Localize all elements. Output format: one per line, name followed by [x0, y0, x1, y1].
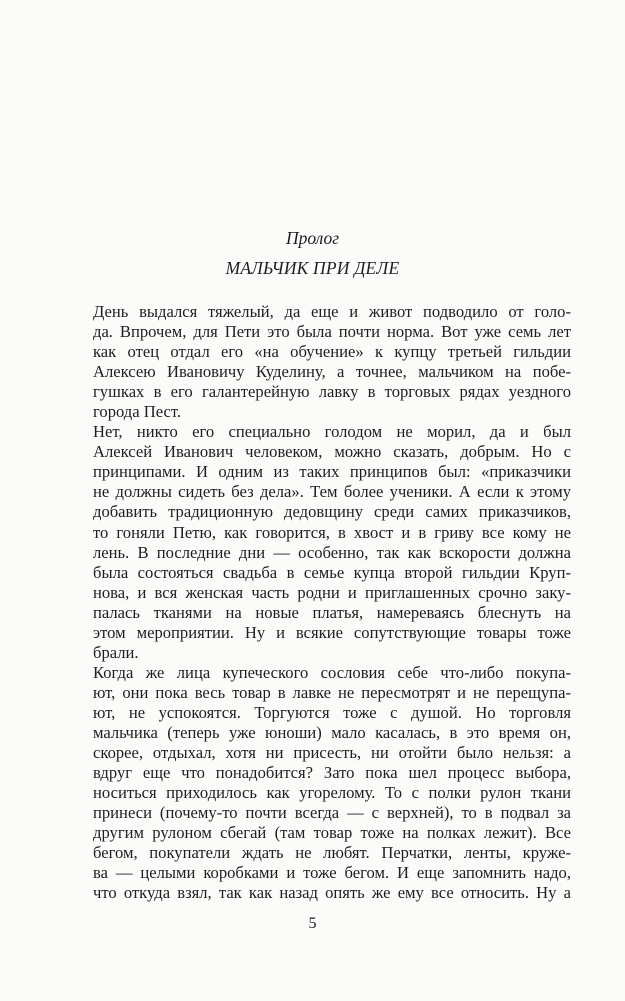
text-line: брали.: [93, 642, 139, 662]
text-line: День выдался тяжелый, да еще и живот подводило от голо-: [93, 302, 571, 321]
text-line: принеси (почему-то почти всегда — с верхней), то в подвал за: [93, 803, 571, 823]
text-line: нова, и вся женская часть родни и приглашенных срочно заку-: [93, 582, 571, 602]
text-line: как отец отдал его «на обучение» к купцу третьей гильдии: [93, 342, 571, 362]
text-line: этом мероприятии. Ну и всякие сопутствующие товары тоже: [93, 622, 571, 642]
text-line: скорее, отдыхал, хотя ни присесть, ни отойти было нельзя: а: [93, 743, 571, 763]
text-line: Алексей Иванович человеком, можно сказать, добрым. Но с: [93, 442, 571, 462]
paragraph-3: [63, 663, 571, 904]
text-line: ют, они пока весь товар в лавке не пересмотрят и не перещупа-: [93, 682, 571, 702]
text-line: то гоняли Петю, как говорится, в хвост и в гриву все кому не: [93, 522, 571, 542]
text-line: Алексею Ивановичу Куделину, а точнее, мальчиком на побе-: [93, 362, 571, 382]
body-text: [63, 302, 571, 903]
paragraph-2: [63, 422, 571, 663]
text-line: не должны сидеть без дела». Тем более ученики. А если к этому: [93, 482, 571, 502]
chapter-label: Пролог: [285, 228, 340, 248]
chapter-title: МАЛЬЧИК ПРИ ДЕЛЕ: [225, 258, 400, 278]
text-line: ют, не успокоятся. Торгуются тоже с душой. Но торговля: [93, 702, 571, 722]
text-line: ва — целыми коробками и тоже бегом. И еще запомнить надо,: [93, 863, 571, 883]
text-line: гушках в его галантерейную лавку в торговых рядах уездного: [93, 382, 571, 402]
text-line: лень. В последние дни — особенно, так как вскорости должна: [93, 542, 571, 562]
text-line: вдруг еще что понадобится? Зато пока шел процесс выбора,: [93, 763, 571, 783]
chapter-heading: [0, 226, 625, 280]
text-line: другим рулоном сбегай (там товар тоже на полках лежит). Все: [93, 823, 571, 843]
page-number: 5: [308, 915, 317, 932]
text-line: мальчика (теперь уже юноши) мало касалась, в это время он,: [93, 722, 571, 742]
text-line: принципами. И одним из таких принципов был: «приказчики: [93, 462, 571, 482]
text-line: добавить традиционную дедовщину среди самих приказчиков,: [93, 502, 571, 522]
text-line: города Пест.: [93, 402, 182, 422]
text-line: Нет, никто его специально голодом не морил, да и был: [93, 422, 571, 442]
text-line: бегом, покупатели ждать не любят. Перчатки, ленты, круже-: [93, 843, 571, 863]
text-line: носиться приходилось как угорелому. То с полки рулон ткани: [93, 783, 571, 803]
text-line: палась тканями на новые платья, намереваясь блеснуть на: [93, 602, 571, 622]
text-line: да. Впрочем, для Пети это была почти норма. Вот уже семь лет: [93, 322, 571, 342]
text-line: была состояться свадьба в семье купца второй гильдии Круп-: [93, 562, 571, 582]
paragraph-1: [63, 302, 571, 422]
text-line: что откуда взял, так как назад опять же ему все относить. Ну а: [93, 883, 571, 903]
text-line: Когда же лица купеческого сословия себе что-либо покупа-: [93, 662, 571, 682]
